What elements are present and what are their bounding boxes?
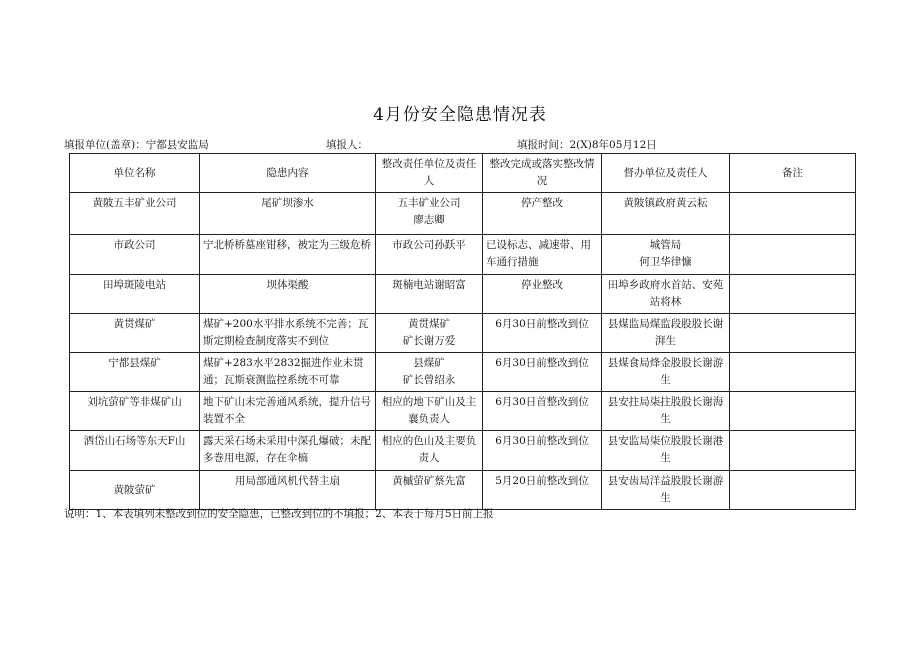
unit-name-cell: 刘坑萤矿等非煤矿山 (70, 392, 200, 431)
hazard-cell (200, 431, 376, 471)
hazard-cell (200, 275, 376, 314)
status-cell-text: 已设标志、减速带、用车通行措施 (486, 239, 591, 268)
status-cell-text: 6月30日首整改到位 (495, 396, 589, 408)
responsible-cell (376, 235, 483, 275)
remark-cell (730, 431, 856, 471)
status-cell (483, 471, 602, 510)
responsible-cell-text: 矿长谢万爱 (402, 335, 456, 347)
responsible-cell-text: 相应的地下矿山及主襄负责人 (381, 396, 477, 425)
supervisor-cell-text: 何卫华律慷 (639, 256, 692, 268)
table-row (70, 275, 856, 314)
supervisor-cell (602, 314, 730, 353)
reporter: 填报人： (326, 139, 368, 151)
responsible-cell-text: 县煤矿 (413, 357, 445, 369)
responsible-cell (376, 193, 483, 235)
status-cell (483, 353, 602, 392)
hazard-cell-text: 尾矿坝渗水 (261, 197, 314, 209)
responsible-cell-text: 廖志卿 (413, 214, 445, 226)
responsible-cell-text: 市政公司孙跃平 (392, 239, 466, 251)
responsible-cell-text: 相应的色山及主要负责人 (381, 435, 477, 464)
hazard-cell (200, 314, 376, 353)
report-time: 填报时间：2(X)8年05月12日 (517, 139, 657, 151)
supervisor-cell-text: 县安拄局柒拄股股长谢海生 (607, 396, 724, 425)
supervisor-cell (602, 275, 730, 314)
table-row (70, 314, 856, 353)
table-row (70, 471, 856, 510)
reporting-unit: 填报单位(盖章)：宁都县安监局 (64, 139, 209, 151)
status-cell (483, 314, 602, 353)
col-header-remark: 备注 (730, 154, 856, 193)
hazard-cell-text: 露天采石场未采用中深孔爆破；未配多巻用电源，存在伞槁 (203, 435, 371, 464)
col-header-responsible: 整改责任单位及责任人 (376, 154, 483, 193)
responsible-cell-text: 矿长曾绍永 (402, 374, 456, 386)
supervisor-cell (602, 235, 730, 275)
hazard-cell (200, 235, 376, 275)
status-cell (483, 193, 602, 235)
table-row (70, 392, 856, 431)
status-cell-text: 停业整改 (521, 279, 563, 291)
unit-name-cell: 市政公司 (70, 235, 200, 275)
supervisor-cell (602, 471, 730, 510)
table-row (70, 193, 856, 235)
responsible-cell-text: 斑楠电站谢昭富 (392, 279, 466, 291)
unit-name-cell: 洒岱山石场等东天F山 (70, 431, 200, 471)
status-cell-text: 6月30日前整改到位 (495, 357, 589, 369)
hazard-cell-text: 坝体渠酸 (266, 279, 309, 291)
responsible-cell (376, 275, 483, 314)
hazard-table (69, 153, 856, 510)
report-meta (64, 137, 864, 153)
responsible-cell-text: 五丰矿业公司 (397, 197, 461, 209)
status-cell (483, 431, 602, 471)
footnote: 说明：1、本表填列未整改到位的安全隐患，已整改到位的不填报；2、本表于每月5日前上报 (64, 508, 494, 520)
hazard-cell (200, 353, 376, 392)
hazard-cell (200, 471, 376, 510)
supervisor-cell (602, 193, 730, 235)
unit-name-cell: 宁都县煤矿 (70, 353, 200, 392)
responsible-cell (376, 314, 483, 353)
col-header-supervisor: 督办单位及责任人 (602, 154, 730, 193)
supervisor-cell-text: 田埠乡政府水首站、安苑站将林 (607, 279, 724, 308)
status-cell (483, 235, 602, 275)
responsible-cell-text: 黄贯煤矿 (408, 318, 450, 330)
col-header-unit: 单位名称 (70, 154, 200, 193)
supervisor-cell-text: 县煤监局煤监段股股长谢湃生 (607, 318, 724, 347)
supervisor-cell-text: 城管局 (649, 239, 682, 251)
hazard-cell (200, 392, 376, 431)
remark-cell (730, 353, 856, 392)
remark-cell (730, 471, 856, 510)
table-row (70, 431, 856, 471)
unit-name-cell: 田埠斑陵电站 (70, 275, 200, 314)
supervisor-cell (602, 392, 730, 431)
header-row (70, 154, 856, 193)
col-header-status: 整改完成或落实整改情况 (483, 154, 602, 193)
table-row (70, 353, 856, 392)
hazard-cell (200, 193, 376, 235)
col-header-hazard: 隐患内容 (200, 154, 376, 193)
unit-name-cell: 黄陂萤矿 (70, 471, 200, 510)
status-cell (483, 392, 602, 431)
supervisor-cell-text: 黄陂镇政府黄云耘 (623, 197, 708, 209)
status-cell-text: 停产整改 (521, 197, 563, 209)
remark-cell (730, 235, 856, 275)
remark-cell (730, 314, 856, 353)
report-title: 4月份安全隐患情况表 (373, 105, 547, 125)
unit-name-cell: 黄陂五丰矿业公司 (70, 193, 200, 235)
supervisor-cell-text: 县安监局柒位股股长谢港生 (607, 435, 724, 464)
responsible-cell (376, 471, 483, 510)
hazard-cell-text: 地下矿山未完善通风系统，提升信号装置不全 (203, 396, 371, 425)
responsible-cell (376, 392, 483, 431)
supervisor-cell (602, 353, 730, 392)
status-cell (483, 275, 602, 314)
status-cell-text: 6月30日前整改到位 (495, 318, 589, 330)
hazard-cell-text: 煤矿+200水平排水系统不完善；瓦斯定期检查制度落实不到位 (203, 318, 369, 347)
remark-cell (730, 193, 856, 235)
hazard-cell-text: 用局部通风机代替主扇 (235, 475, 340, 487)
supervisor-cell (602, 431, 730, 471)
supervisor-cell-text: 县煤食局烽金股股长谢游生 (607, 357, 724, 386)
remark-cell (730, 275, 856, 314)
hazard-cell-text: 煤矿+283水平2832掘进作业未贯通；瓦斯衰测监控系统不可靠 (203, 357, 364, 386)
remark-cell (730, 392, 856, 431)
responsible-cell (376, 431, 483, 471)
unit-name-cell: 黄贯煤矿 (70, 314, 200, 353)
supervisor-cell-text: 县安齿局洋益股股长谢游生 (607, 475, 724, 504)
responsible-cell (376, 353, 483, 392)
hazard-cell-text: 宁北桥桥墓座钳移，被定为三级危桥 (203, 239, 371, 251)
responsible-cell-text: 黄槭萤矿蔡先富 (392, 475, 466, 487)
table-row (70, 235, 856, 275)
status-cell-text: 6月30日前整改到位 (495, 435, 589, 447)
status-cell-text: 5月20日前整改到位 (495, 475, 589, 487)
